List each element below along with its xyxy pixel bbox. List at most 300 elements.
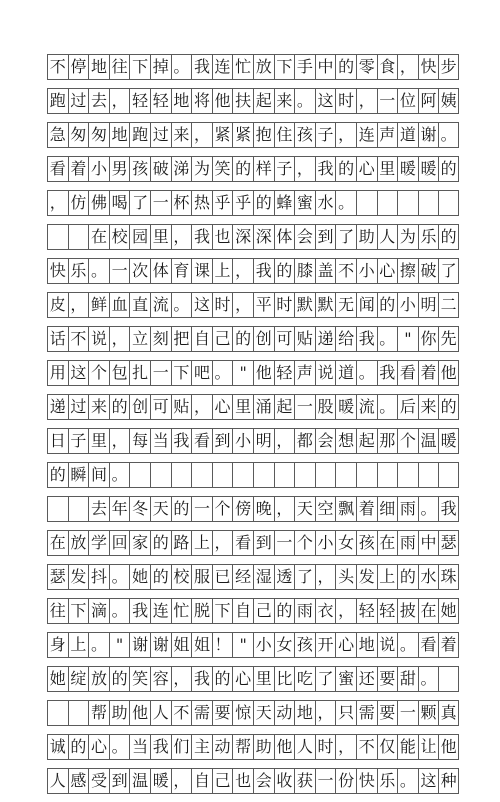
grid-cell: 股 [315,395,336,419]
grid-cell: 递 [315,327,336,351]
grid-cell: 甜 [397,667,418,691]
grid-cell: 孩 [129,157,150,181]
grid-cell: 乐 [418,225,439,249]
grid-cell [150,463,171,487]
grid-cell: 连 [150,599,171,623]
grid-cell: 种 [438,769,459,793]
grid-cell: " [232,633,253,657]
grid-cell: 仿 [68,191,89,215]
grid-cell: 让 [418,735,439,759]
grid-cell: 皮 [47,293,68,317]
grid-cell: 都 [294,429,315,453]
grid-cell: 我 [129,599,150,623]
grid-cell: 发 [356,565,377,589]
grid-cell: 匆 [88,123,109,147]
grid-cell: ， [171,225,192,249]
grid-cell: 平 [253,293,274,317]
grid-cell: 直 [129,293,150,317]
grid-cell: 瑟 [47,565,68,589]
grid-cell: 女 [274,633,295,657]
grid-cell: 蜜 [294,191,315,215]
grid-cell: 我 [191,225,212,249]
grid-cell: 我 [171,429,192,453]
grid-cell: 零 [356,55,377,79]
grid-cell: 要 [377,701,398,725]
composition-grid-paper [47,54,459,802]
grid-cell: 女 [335,531,356,555]
grid-cell: 快 [47,259,68,283]
grid-cell: 暖 [418,157,439,181]
grid-cell: 的 [397,565,418,589]
grid-cell: 过 [68,395,89,419]
grid-cell: 暖 [397,157,418,181]
grid-cell: 空 [315,497,336,521]
grid-cell [47,225,68,249]
grid-cell: 人 [377,225,398,249]
grid-cell: 的 [438,157,459,181]
grid-cell: 忙 [232,55,253,79]
grid-cell: 的 [232,327,253,351]
grid-cell: 育 [171,259,192,283]
grid-cell: 可 [274,327,295,351]
grid-cell: 一 [274,531,295,555]
grid-cell: 路 [171,531,192,555]
grid-cell: 傍 [232,497,253,521]
grid-cell: 己 [212,327,233,351]
grid-cell: " [397,327,418,351]
grid-cell: 的 [438,395,459,419]
grid-cell: 天 [253,701,274,725]
grid-row [47,564,459,590]
grid-cell: 滴 [88,599,109,623]
grid-cell: 涌 [253,395,274,419]
grid-cell: ， [47,191,68,215]
grid-cell: 过 [68,89,89,113]
grid-cell: ， [171,667,192,691]
grid-cell: 雨 [397,497,418,521]
grid-cell: 个 [212,497,233,521]
grid-cell: 己 [253,599,274,623]
grid-cell: 下 [212,599,233,623]
grid-cell: 感 [68,769,89,793]
grid-cell: 了 [294,565,315,589]
grid-cell: 到 [109,769,130,793]
grid-cell: 人 [294,735,315,759]
grid-cell: 日 [47,429,68,453]
grid-cell [232,463,253,487]
grid-row [47,700,459,726]
grid-cell: 住 [274,123,295,147]
grid-cell: 抱 [253,123,274,147]
grid-cell: 珠 [438,565,459,589]
grid-cell: 。 [438,123,459,147]
grid-cell: 你 [418,327,439,351]
grid-cell: 己 [212,769,233,793]
grid-cell: 蜜 [335,667,356,691]
grid-cell: 我 [315,157,336,181]
grid-cell: 需 [191,701,212,725]
grid-cell: 吃 [294,667,315,691]
grid-cell: 放 [68,531,89,555]
grid-cell [438,667,459,691]
grid-cell: 雨 [397,531,418,555]
grid-cell: 助 [253,735,274,759]
grid-cell: 鲜 [88,293,109,317]
grid-cell: 不 [356,735,377,759]
grid-cell: 闻 [356,293,377,317]
grid-cell: 来 [88,395,109,419]
grid-cell: ， [232,293,253,317]
grid-cell: 动 [212,735,233,759]
grid-cell: ， [109,429,130,453]
grid-cell: 里 [88,429,109,453]
grid-cell: 下 [129,55,150,79]
grid-cell [68,225,89,249]
grid-cell: 的 [150,531,171,555]
grid-row [47,666,459,692]
grid-cell: 上 [377,565,398,589]
grid-cell: 。 [109,599,130,623]
grid-cell: 到 [253,531,274,555]
grid-cell: 园 [129,225,150,249]
grid-cell: 乎 [212,191,233,215]
grid-row [47,326,459,352]
grid-cell: 地 [171,89,192,113]
grid-cell [335,463,356,487]
grid-cell: 。 [171,55,192,79]
grid-cell: 急 [47,123,68,147]
grid-cell [294,463,315,487]
grid-cell: 小 [253,633,274,657]
grid-cell: 不 [47,55,68,79]
grid-row [47,224,459,250]
grid-cell: ， [171,769,192,793]
grid-cell: 往 [47,599,68,623]
grid-cell: 去 [88,497,109,521]
grid-cell: 天 [294,497,315,521]
grid-cell: ， [335,735,356,759]
grid-cell: 还 [356,667,377,691]
grid-cell: 需 [356,701,377,725]
grid-cell: " [232,361,253,385]
grid-cell: 地 [109,123,130,147]
grid-cell: 杯 [171,191,192,215]
grid-cell: 将 [191,89,212,113]
grid-cell: ， [232,259,253,283]
grid-cell: 当 [129,735,150,759]
grid-cell: 血 [109,293,130,317]
grid-cell: 的 [171,497,192,521]
grid-cell: 说 [377,633,398,657]
grid-cell: 体 [274,225,295,249]
grid-cell: 她 [47,667,68,691]
grid-cell: 心 [232,667,253,691]
grid-cell: 。 [397,769,418,793]
grid-cell: 瑟 [438,531,459,555]
grid-cell [212,463,233,487]
grid-cell: 盖 [315,259,336,283]
grid-cell: 位 [397,89,418,113]
grid-row [47,428,459,454]
grid-cell: 冬 [129,497,150,521]
grid-cell: 来 [418,395,439,419]
grid-cell: 。 [377,327,398,351]
grid-cell: 体 [150,259,171,283]
grid-cell [68,497,89,521]
grid-cell: 为 [397,225,418,249]
grid-cell: 能 [397,735,418,759]
grid-cell: 创 [253,327,274,351]
grid-cell: ， [109,327,130,351]
grid-cell: 家 [129,531,150,555]
grid-cell: 当 [150,429,171,453]
grid-cell [377,463,398,487]
grid-cell: 要 [212,701,233,725]
grid-row [47,394,459,420]
grid-cell: 课 [191,259,212,283]
grid-cell: 开 [315,633,336,657]
grid-cell: 一 [109,259,130,283]
grid-cell: 个 [294,531,315,555]
grid-cell: 。 [88,633,109,657]
grid-cell: 把 [171,327,192,351]
grid-cell: 这 [418,769,439,793]
grid-cell: 我 [356,327,377,351]
grid-cell: 掉 [150,55,171,79]
grid-cell: 飘 [335,497,356,521]
grid-cell: 来 [171,123,192,147]
grid-cell [315,463,336,487]
grid-cell: 流 [150,293,171,317]
grid-cell: 里 [232,395,253,419]
grid-cell: 这 [191,293,212,317]
grid-cell: 深 [232,225,253,249]
grid-cell: 涕 [171,157,192,181]
grid-cell: 连 [356,123,377,147]
grid-cell: 的 [68,735,89,759]
grid-cell: 。 [212,361,233,385]
grid-cell: 轻 [274,361,295,385]
grid-cell: 蜂 [274,191,295,215]
grid-cell: 回 [109,531,130,555]
grid-cell: 子 [274,157,295,181]
grid-cell: 用 [47,361,68,385]
grid-cell: ， [294,157,315,181]
grid-cell: 乐 [68,259,89,283]
grid-cell: ， [212,531,233,555]
grid-cell: 动 [274,701,295,725]
grid-cell: 食 [377,55,398,79]
grid-cell: 跑 [129,123,150,147]
grid-cell [377,191,398,215]
grid-cell: 自 [191,769,212,793]
grid-cell: 会 [253,769,274,793]
grid-cell: 包 [109,361,130,385]
grid-cell: 。 [109,735,130,759]
grid-cell: 暖 [335,395,356,419]
grid-cell: 下 [274,55,295,79]
grid-cell: 创 [129,395,150,419]
grid-cell: 收 [274,769,295,793]
grid-cell: 看 [232,531,253,555]
grid-cell: 服 [191,565,212,589]
grid-cell: ， [335,123,356,147]
grid-cell [397,191,418,215]
grid-cell: 步 [438,55,459,79]
grid-cell: 。 [171,293,192,317]
grid-cell: 心 [88,735,109,759]
grid-cell: 了 [315,667,336,691]
grid-cell: 心 [335,633,356,657]
grid-cell: 头 [335,565,356,589]
grid-cell [47,497,68,521]
grid-cell: 他 [438,361,459,385]
grid-cell: 在 [47,531,68,555]
grid-cell: 惊 [232,701,253,725]
grid-cell: 上 [212,259,233,283]
grid-cell: 中 [418,531,439,555]
grid-cell: 扶 [232,89,253,113]
grid-cell: 帮 [232,735,253,759]
grid-cell: 忙 [171,599,192,623]
grid-cell: 扎 [129,361,150,385]
grid-cell: 衣 [315,599,336,623]
grid-cell: 暖 [150,769,171,793]
grid-cell: 抖 [88,565,109,589]
grid-cell: 样 [253,157,274,181]
grid-cell: 声 [377,123,398,147]
grid-cell: 身 [47,633,68,657]
grid-cell: 二 [438,293,459,317]
grid-cell: 谢 [129,633,150,657]
grid-cell: 小 [397,293,418,317]
grid-cell: 人 [47,769,68,793]
grid-cell: 颗 [418,701,439,725]
grid-cell: 受 [88,769,109,793]
grid-cell: 绽 [68,667,89,691]
grid-cell: 瞬 [68,463,89,487]
grid-cell: 我 [377,361,398,385]
grid-cell: ， [191,123,212,147]
grid-cell: 次 [129,259,150,283]
grid-cell: 看 [397,361,418,385]
grid-cell: 暖 [438,429,459,453]
grid-cell: 递 [47,395,68,419]
grid-cell: 他 [438,735,459,759]
grid-cell: 的 [212,667,233,691]
grid-cell: 。 [418,497,439,521]
grid-cell: 默 [294,293,315,317]
grid-cell: 他 [212,89,233,113]
grid-cell: 不 [68,327,89,351]
grid-cell: 谢 [150,633,171,657]
grid-cell: 温 [129,769,150,793]
grid-cell: 。 [109,463,130,487]
grid-cell: 声 [294,361,315,385]
grid-cell: ！ [212,633,233,657]
grid-cell: 只 [335,701,356,725]
grid-cell: 后 [397,395,418,419]
grid-cell: 中 [315,55,336,79]
grid-cell: 发 [68,565,89,589]
grid-cell: 会 [294,225,315,249]
grid-cell: " [109,633,130,657]
grid-cell: ， [315,565,336,589]
grid-cell [191,463,212,487]
grid-cell: 想 [335,429,356,453]
grid-cell: 助 [109,701,130,725]
grid-cell: 我 [150,735,171,759]
grid-cell [68,701,89,725]
grid-cell: 我 [438,497,459,521]
grid-row [47,88,459,114]
grid-cell: 了 [129,191,150,215]
grid-cell: 笑 [129,667,150,691]
grid-row [47,122,459,148]
grid-cell: ， [274,497,295,521]
grid-cell: 到 [212,429,233,453]
grid-cell: 往 [109,55,130,79]
grid-cell [418,191,439,215]
grid-cell: 的 [377,293,398,317]
grid-cell: 话 [47,327,68,351]
grid-cell: 的 [109,395,130,419]
grid-cell: 。 [294,89,315,113]
grid-cell: 人 [150,701,171,725]
grid-cell: 仅 [377,735,398,759]
grid-cell: 心 [377,259,398,283]
grid-row [47,190,459,216]
grid-cell [356,191,377,215]
grid-cell: 跑 [47,89,68,113]
grid-cell: 时 [274,293,295,317]
grid-cell: 一 [377,89,398,113]
grid-cell: 他 [253,361,274,385]
grid-cell: 小 [88,157,109,181]
grid-row [47,632,459,658]
grid-cell: 小 [232,429,253,453]
grid-cell: 一 [315,769,336,793]
grid-cell: 紧 [212,123,233,147]
grid-cell: ， [315,701,336,725]
grid-cell: 一 [191,497,212,521]
grid-cell: 。 [356,361,377,385]
grid-cell: 自 [232,599,253,623]
grid-cell: 温 [418,429,439,453]
grid-cell: 起 [253,89,274,113]
grid-cell: 着 [418,361,439,385]
grid-row [47,258,459,284]
grid-cell: 到 [315,225,336,249]
grid-row [47,54,459,80]
grid-cell: 雨 [294,599,315,623]
grid-cell: 乐 [377,769,398,793]
grid-cell: 地 [356,633,377,657]
grid-cell [356,463,377,487]
grid-cell: ， [68,293,89,317]
grid-cell: 说 [88,327,109,351]
grid-cell: 真 [438,701,459,725]
grid-cell: 在 [377,531,398,555]
grid-cell: 里 [150,225,171,249]
grid-cell: 轻 [129,89,150,113]
grid-cell [397,463,418,487]
grid-cell: 紧 [232,123,253,147]
grid-cell: 他 [129,701,150,725]
grid-cell: 子 [68,429,89,453]
grid-cell: 一 [150,361,171,385]
grid-cell: 破 [418,259,439,283]
